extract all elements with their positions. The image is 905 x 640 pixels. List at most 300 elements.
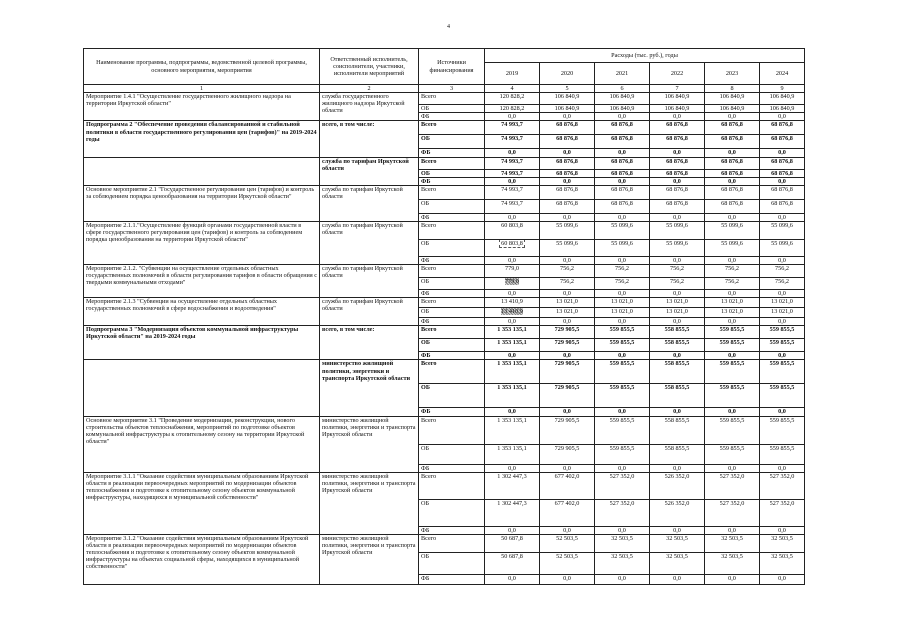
expense-value-cell: [485, 326, 540, 339]
expense-value: 0,0: [673, 177, 681, 185]
expense-value: 32 503,5: [721, 552, 743, 560]
expense-value-cell: [540, 169, 595, 177]
expense-value-cell: [540, 352, 595, 360]
expense-value: 0,0: [508, 408, 516, 416]
funding-source-cell: Всего: [419, 416, 485, 444]
expense-value-cell: [760, 177, 805, 185]
table-row: [84, 298, 805, 308]
expense-value-cell: [650, 360, 705, 384]
funding-source-cell: ФБ: [419, 256, 485, 264]
responsible-cell: служба по тарифам Иркутской области: [320, 265, 419, 298]
funding-source-cell: ФБ: [419, 113, 485, 121]
header-column-number: 4: [485, 85, 540, 93]
expense-value-cell: [650, 290, 705, 298]
expense-value: 559 855,5: [609, 384, 635, 392]
expense-value: 13 410,9: [501, 298, 523, 306]
expense-value: 68 876,8: [666, 157, 688, 165]
expense-value-cell: [705, 221, 760, 239]
header-year: 2020: [540, 63, 595, 85]
expense-value: 68 876,8: [721, 121, 743, 129]
expense-value-cell: [485, 352, 540, 360]
expense-value-cell: [485, 499, 540, 526]
expense-value-cell: [540, 93, 595, 105]
expense-value: 0,0: [508, 213, 516, 221]
expense-value: 0,0: [563, 256, 571, 264]
expense-value-cell: [705, 308, 760, 318]
expense-value-cell: [595, 464, 650, 472]
expense-value: 559 855,5: [769, 384, 795, 392]
expense-value-cell: [540, 574, 595, 584]
expense-value: 55 099,6: [556, 221, 578, 229]
expense-value-cell: [650, 256, 705, 264]
expense-value: 0,0: [778, 113, 786, 121]
expense-value: 756,2: [725, 265, 739, 272]
expense-value: 32 503,5: [771, 534, 793, 542]
expense-value-cell: [540, 239, 595, 256]
expense-value-cell: [650, 534, 705, 552]
expense-value: 68 876,8: [721, 157, 743, 165]
header-column-number: 6: [595, 85, 650, 93]
expense-value: 68 876,8: [556, 157, 578, 165]
expense-value-cell: [760, 121, 805, 135]
table-row: [84, 121, 805, 135]
expense-value-cell: [705, 290, 760, 298]
expense-value-cell: [485, 298, 540, 308]
responsible-cell: министерство жилищной политики, энергетики и транспорта Иркутской области: [320, 360, 419, 416]
expense-value: 0,0: [778, 213, 786, 221]
expense-value: 13 021,0: [556, 308, 578, 316]
expense-value-cell: [485, 408, 540, 416]
responsible-cell: министерство жилищной политики, энергетики и транспорта Иркутской области: [320, 472, 419, 534]
expense-value: 559 855,5: [719, 444, 745, 452]
expense-value-cell: [650, 416, 705, 444]
table-header: [84, 49, 805, 93]
expense-value-cell: [760, 113, 805, 121]
expense-value: 74 993,7: [501, 135, 523, 143]
expense-value: 0,0: [728, 464, 736, 472]
expense-value: 0,0: [563, 408, 571, 416]
responsible-cell: служба по тарифам Иркутской области: [320, 157, 419, 185]
expense-value-cell: [485, 185, 540, 199]
expense-value-cell: [595, 360, 650, 384]
expense-value-cell: [595, 169, 650, 177]
expense-value-cell: [760, 256, 805, 264]
expense-value: 0,0: [618, 408, 626, 416]
expense-value: 0,0: [563, 149, 571, 157]
expense-value-cell: [650, 177, 705, 185]
table-row: [84, 416, 805, 444]
expense-value: 68 876,8: [771, 169, 793, 177]
expense-value-cell: [705, 384, 760, 408]
expense-value: 32 503,5: [721, 534, 743, 542]
expense-value: 55 099,6: [611, 239, 633, 247]
expense-value: 32 503,5: [611, 534, 633, 542]
responsible-cell: служба по тарифам Иркутской области: [320, 298, 419, 326]
expense-value-cell: [485, 199, 540, 213]
expense-value: 527 352,0: [609, 499, 635, 507]
expense-value: 1 353 135,1: [497, 339, 527, 347]
expense-value-cell: [760, 444, 805, 464]
expense-value-cell: [595, 221, 650, 239]
expense-value-cell: [650, 121, 705, 135]
expense-value: 0,0: [728, 352, 736, 360]
expense-value-cell: [650, 352, 705, 360]
expense-value: 0,0: [673, 408, 681, 416]
expense-value-cell: [595, 105, 650, 113]
expense-value: 0,0: [618, 526, 626, 534]
expense-value: 559 855,5: [719, 416, 745, 424]
expense-value-cell: [485, 169, 540, 177]
expense-value: 0,0: [508, 464, 516, 472]
expense-value: 527 352,0: [769, 472, 795, 480]
expense-value: 13 021,0: [666, 308, 688, 316]
expense-value: 677 402,0: [554, 472, 580, 480]
expense-value-cell: [705, 185, 760, 199]
expense-value-cell: [595, 265, 650, 278]
expense-value: 729 905,5: [554, 384, 580, 392]
expense-value: 559 855,5: [769, 416, 795, 424]
responsible-cell: служба по тарифам Иркутской области: [320, 185, 419, 221]
expense-value-cell: [485, 318, 540, 326]
expense-value: 60 803,8: [501, 239, 523, 247]
page-number: 4: [447, 24, 450, 30]
expense-value-cell: [650, 265, 705, 278]
expense-value-cell: [540, 265, 595, 278]
expense-value: 68 876,8: [771, 199, 793, 207]
expense-value-cell: [540, 185, 595, 199]
expense-value: 0,0: [728, 290, 736, 297]
expense-value: 729 905,5: [554, 360, 580, 368]
expense-value-cell: [760, 384, 805, 408]
expense-value: 1 353 135,1: [497, 360, 527, 368]
expense-value: 13 021,0: [556, 298, 578, 306]
expense-value: 1 302 447,3: [497, 499, 527, 507]
funding-source-cell: Всего: [419, 221, 485, 239]
expense-value-cell: [540, 534, 595, 552]
expense-value-cell: [540, 384, 595, 408]
expense-value: 0,0: [563, 352, 571, 360]
expense-value: 120 828,2: [499, 93, 525, 101]
expense-value-cell: [595, 352, 650, 360]
program-name-cell: Мероприятие 2.1.3 "Субвенции на осуществление отдельных областных государственных полномочий в сфере водоснабжения и водоотведения": [84, 298, 320, 326]
header-year: 2021: [595, 63, 650, 85]
expense-value: 74 993,7: [501, 121, 523, 129]
expense-value-cell: [595, 408, 650, 416]
expense-value: 559 855,5: [609, 326, 635, 334]
expense-value: 0,0: [508, 574, 516, 582]
responsible-cell: министерство жилищной политики, энергетики и транспорта Иркутской области: [320, 534, 419, 584]
expense-value: 729 905,5: [554, 339, 580, 347]
expense-value-cell: [595, 534, 650, 552]
expense-value-cell: [650, 185, 705, 199]
expense-value: 0,0: [728, 149, 736, 157]
expense-value-cell: [595, 308, 650, 318]
expense-value-cell: [760, 326, 805, 339]
table-row: [84, 93, 805, 105]
expense-value: 68 876,8: [611, 157, 633, 165]
funding-source-cell: ФБ: [419, 574, 485, 584]
expense-value-cell: [650, 464, 705, 472]
expense-value-cell: [485, 157, 540, 169]
expense-value-cell: [760, 339, 805, 352]
expense-value-cell: [705, 416, 760, 444]
expense-value-cell: [705, 298, 760, 308]
expense-value-cell: [540, 326, 595, 339]
expense-value: 0,0: [778, 352, 786, 360]
table-row: [84, 265, 805, 278]
expense-value-cell: [705, 135, 760, 149]
expense-value-cell: [760, 472, 805, 499]
funding-source-cell: ФБ: [419, 408, 485, 416]
expense-value-cell: [760, 105, 805, 113]
expense-value: 756,2: [775, 265, 789, 272]
expense-value: 559 855,5: [719, 339, 745, 347]
expense-value: 68 876,8: [556, 169, 578, 177]
header-column-number: 5: [540, 85, 595, 93]
funding-source-cell: ОБ: [419, 444, 485, 464]
funding-source-cell: ОБ: [419, 105, 485, 113]
funding-source-cell: Всего: [419, 265, 485, 278]
expense-value: 68 876,8: [611, 185, 633, 193]
expense-value: 559 855,5: [609, 339, 635, 347]
expense-value: 13 021,0: [666, 298, 688, 306]
expense-value-cell: [650, 298, 705, 308]
expense-value: 106 840,9: [664, 105, 690, 113]
expense-value: 0,0: [673, 352, 681, 360]
expense-value-cell: [760, 185, 805, 199]
expense-value: 558 855,5: [664, 416, 690, 424]
header-program-name: Наименование программы, подпрограммы, ведомственной целевой программы, основного мероприятия, мероприятия: [84, 49, 320, 85]
expense-value: 68 876,8: [556, 135, 578, 143]
expense-value: 0,0: [563, 464, 571, 472]
header-expenses: Расходы (тыс. руб.), годы: [485, 49, 805, 63]
expense-value-cell: [650, 472, 705, 499]
expense-value-cell: [760, 199, 805, 213]
expense-value-cell: [760, 157, 805, 169]
expense-value-cell: [705, 360, 760, 384]
expense-value: 0,0: [508, 177, 516, 185]
expense-value: 55 099,6: [771, 239, 793, 247]
expense-value: 1 353 135,1: [497, 444, 527, 452]
funding-source-cell: Всего: [419, 326, 485, 339]
expense-value-cell: [650, 157, 705, 169]
expense-value-cell: [650, 199, 705, 213]
expense-value: 0,0: [673, 213, 681, 221]
expense-value: 106 840,9: [609, 105, 635, 113]
expense-value: 779,0: [505, 278, 519, 285]
expense-value: 68 876,8: [556, 121, 578, 129]
expense-value-cell: [540, 177, 595, 185]
expense-value: 106 840,9: [719, 105, 745, 113]
expense-value: 0,0: [778, 290, 786, 297]
expense-value-cell: [650, 574, 705, 584]
header-column-number: 1: [84, 85, 320, 93]
expense-value: 0,0: [673, 113, 681, 121]
funding-source-cell: ФБ: [419, 352, 485, 360]
expense-value: 60 803,8: [501, 221, 523, 229]
expense-value-cell: [485, 534, 540, 552]
expense-value: 0,0: [508, 256, 516, 264]
expense-value: 0,0: [778, 177, 786, 185]
funding-source-cell: Всего: [419, 121, 485, 135]
funding-source-cell: ОБ: [419, 169, 485, 177]
expense-value: 13 021,0: [611, 298, 633, 306]
expense-value-cell: [650, 526, 705, 534]
funding-source-cell: Всего: [419, 298, 485, 308]
header-year: 2024: [760, 63, 805, 85]
expense-value: 106 840,9: [609, 93, 635, 101]
expense-value: 106 840,9: [554, 93, 580, 101]
expense-value-cell: [595, 318, 650, 326]
expense-value: 55 099,6: [666, 221, 688, 229]
expense-value: 13 021,0: [771, 298, 793, 306]
expense-value: 52 503,5: [556, 552, 578, 560]
expense-value-cell: [595, 290, 650, 298]
funding-source-cell: ОБ: [419, 308, 485, 318]
expense-value-cell: [485, 339, 540, 352]
expense-value-cell: [760, 408, 805, 416]
expense-value: 559 855,5: [719, 360, 745, 368]
expense-value: 55 099,6: [721, 239, 743, 247]
program-name-cell: Мероприятие 2.1.2. "Субвенции на осуществление отдельных областных государственных полномочий в области регулирования тарифов в области обращения с твердыми коммунальными отходами": [84, 265, 320, 298]
expense-value-cell: [705, 121, 760, 135]
expense-value-cell: [650, 278, 705, 290]
expense-value: 68 876,8: [721, 135, 743, 143]
expense-value: 559 855,5: [609, 444, 635, 452]
expense-value-cell: [595, 552, 650, 574]
expense-value: 68 876,8: [666, 185, 688, 193]
expense-value: 558 855,5: [664, 360, 690, 368]
expense-value: 677 402,0: [554, 499, 580, 507]
expense-value: 0,0: [508, 318, 516, 326]
expense-value-cell: [540, 105, 595, 113]
expense-value: 0,0: [508, 113, 516, 121]
expense-value: 0,0: [728, 408, 736, 416]
expense-value-cell: [760, 464, 805, 472]
expense-value-cell: [705, 472, 760, 499]
expense-value-cell: [540, 256, 595, 264]
expense-value-cell: [595, 499, 650, 526]
program-name-cell: [84, 360, 320, 416]
expense-value-cell: [650, 169, 705, 177]
expense-value-cell: [595, 121, 650, 135]
expense-value: 1 302 447,3: [497, 472, 527, 480]
expense-value-cell: [595, 93, 650, 105]
expense-value-cell: [595, 199, 650, 213]
expense-value-cell: [760, 278, 805, 290]
expense-value: 68 876,8: [611, 121, 633, 129]
expense-value: 756,2: [560, 265, 574, 272]
expense-value: 526 352,0: [664, 472, 690, 480]
expense-value: 559 855,5: [719, 384, 745, 392]
expense-value: 68 876,8: [666, 169, 688, 177]
expense-value-cell: [705, 444, 760, 464]
expense-value: 68 876,8: [611, 169, 633, 177]
expense-value: 0,0: [728, 574, 736, 582]
funding-source-cell: ОБ: [419, 384, 485, 408]
expense-value-cell: [760, 552, 805, 574]
expense-value: 0,0: [673, 464, 681, 472]
expense-value-cell: [760, 93, 805, 105]
expense-value: 74 993,7: [501, 169, 523, 177]
expense-value-cell: [485, 121, 540, 135]
expense-value: 74 993,7: [501, 157, 523, 165]
expense-value-cell: [485, 472, 540, 499]
expense-value-cell: [540, 221, 595, 239]
expense-value-cell: [705, 256, 760, 264]
expense-value-cell: [760, 534, 805, 552]
responsible-cell: служба государственного жилищного надзора Иркутской области: [320, 93, 419, 121]
expense-value-cell: [485, 308, 540, 318]
expense-value: 0,0: [673, 149, 681, 157]
expense-value: 0,0: [563, 113, 571, 121]
expense-value: 756,2: [775, 278, 789, 285]
expense-value: 0,0: [673, 574, 681, 582]
expense-value-cell: [485, 552, 540, 574]
expense-value: 106 840,9: [769, 105, 795, 113]
expense-value-cell: [705, 169, 760, 177]
expense-value: 50 687,8: [501, 552, 523, 560]
expense-value-cell: [760, 265, 805, 278]
expense-value: 68 876,8: [611, 135, 633, 143]
funding-source-cell: ОБ: [419, 199, 485, 213]
expense-value-cell: [540, 318, 595, 326]
expense-value: 55 099,6: [721, 221, 743, 229]
expense-value-cell: [650, 499, 705, 526]
expense-value-cell: [705, 499, 760, 526]
funding-source-cell: Всего: [419, 534, 485, 552]
expense-value: 106 840,9: [554, 105, 580, 113]
expense-value: 559 855,5: [769, 326, 795, 334]
expense-value: 0,0: [563, 213, 571, 221]
expense-value-cell: [595, 239, 650, 256]
expense-value: 0,0: [618, 290, 626, 297]
responsible-cell: министерство жилищной политики, энергетики и транспорта Иркутской области: [320, 416, 419, 472]
header-column-number: 7: [650, 85, 705, 93]
program-name-cell: Основное мероприятие 3.1 "Проведение модернизации, реконструкции, нового строительства объектов теплоснабжения, мероприятий по подготовке объектов коммунальной инфраструктуры к отопительному сезону на территории Иркутской области": [84, 416, 320, 472]
expense-value-cell: [705, 239, 760, 256]
expense-value: 0,0: [618, 352, 626, 360]
expense-value-cell: [485, 256, 540, 264]
expense-value: 558 855,5: [664, 384, 690, 392]
expense-value-cell: [595, 113, 650, 121]
expense-value-cell: [705, 199, 760, 213]
funding-source-cell: ФБ: [419, 464, 485, 472]
header-responsible: Ответственный исполнитель, соисполнители, участники, исполнители мероприятий: [320, 49, 419, 85]
expenses-table: [83, 48, 805, 585]
expense-value: 0,0: [728, 256, 736, 264]
expense-value-cell: [595, 444, 650, 464]
header-column-number: 9: [760, 85, 805, 93]
expense-value: 756,2: [560, 278, 574, 285]
expense-value-cell: [485, 278, 540, 290]
funding-source-cell: Всего: [419, 93, 485, 105]
expense-value: 558 855,5: [664, 444, 690, 452]
expense-value: 756,2: [615, 265, 629, 272]
expense-value: 1 353 135,1: [497, 384, 527, 392]
program-name-cell: Мероприятие 3.1.1 "Оказание содействия муниципальным образованиям Иркутской области в реализации первоочередных мероприятий по модернизации объектов теплоснабжения и подготовке к отопительному сезону объектов коммунальной инфраструктуры, находящихся в муниципальной собственности": [84, 472, 320, 534]
expense-value: 68 876,8: [771, 185, 793, 193]
expense-value: 0,0: [728, 213, 736, 221]
expense-value: 68 876,8: [721, 169, 743, 177]
expense-value-cell: [760, 290, 805, 298]
expense-value-cell: [595, 185, 650, 199]
expense-value: 558 855,5: [664, 339, 690, 347]
expense-value-cell: [540, 308, 595, 318]
expense-value-cell: [705, 105, 760, 113]
expense-value-cell: [485, 416, 540, 444]
expense-value-cell: [705, 93, 760, 105]
